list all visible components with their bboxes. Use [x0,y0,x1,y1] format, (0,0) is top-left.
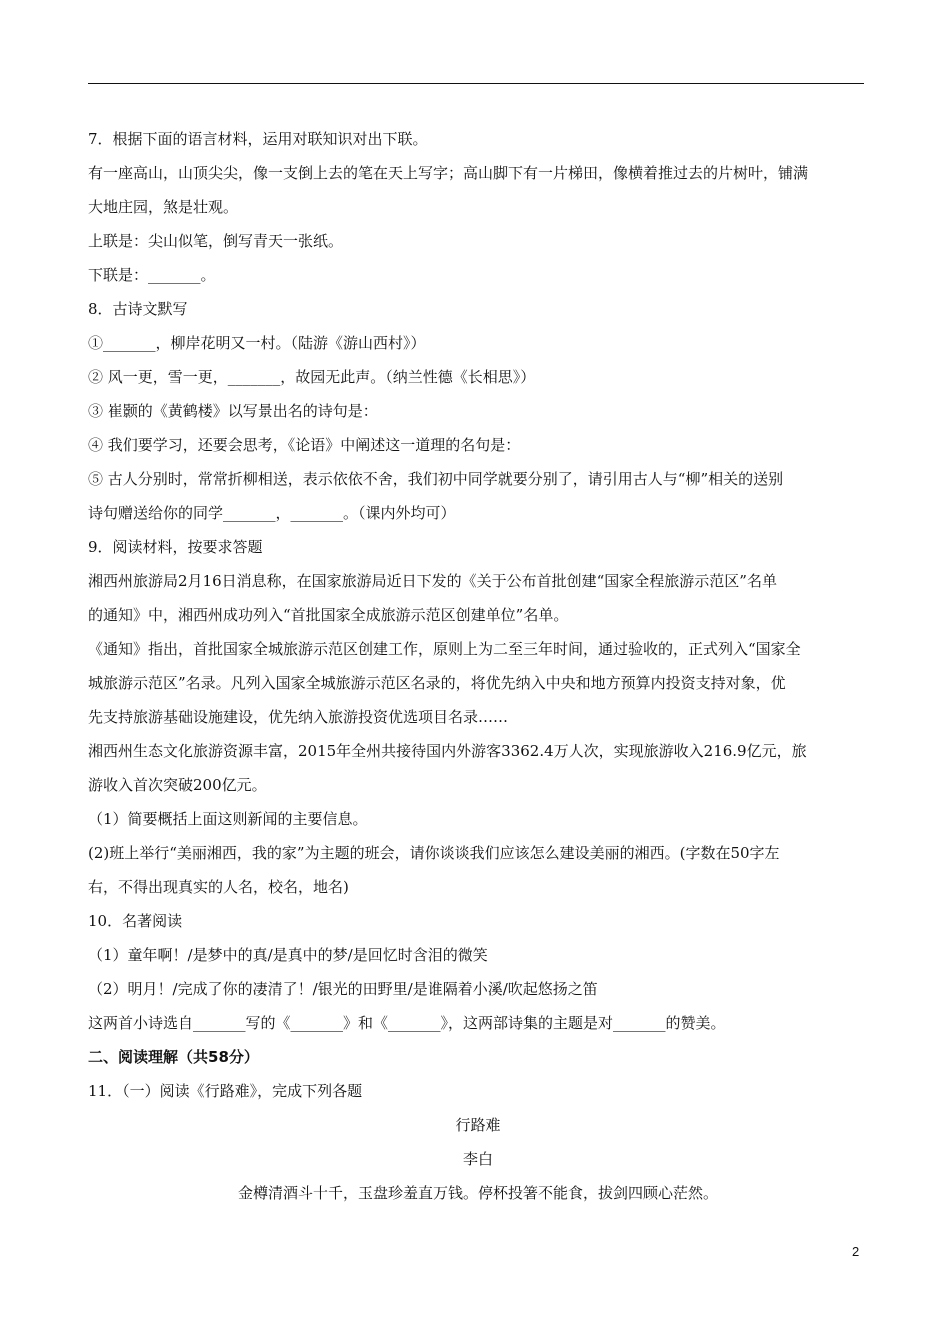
question-7-title: 7．根据下面的语言材料，运用对联知识对出下联。 [88,130,428,148]
question-7-material: 大地庄园，煞是壮观。 [88,198,239,216]
question-8-item: ④ 我们要学习，还要会思考，《论语》中阐述这一道理的名句是： [88,436,521,454]
question-9-paragraph: 湘西州生态文化旅游资源丰富，2015年全州共接待国内外游客3362.4万人次，实现旅游收入216.9亿元，旅 [88,742,807,760]
question-9-paragraph: 湘西州旅游局2月16日消息称，在国家旅游局近日下发的《关于公布首批创建“国家全程旅游示范区”名单 [88,572,777,590]
question-8-item: ③ 崔颢的《黄鹤楼》以写景出名的诗句是： [88,402,378,420]
question-9-paragraph: 《通知》指出，首批国家全城旅游示范区创建工作，原则上为二至三年时间，通过验收的，正式列入“国家全 [88,640,801,658]
question-9-subquestion: 右，不得出现真实的人名，校名，地名) [88,878,349,896]
question-10-poem: （1）童年啊！/是梦中的真/是真中的梦/是回忆时含泪的微笑 [88,946,488,964]
section-heading: 二、阅读理解（共58分） [88,1048,259,1066]
question-7-material: 有一座高山，山顶尖尖，像一支倒上去的笔在天上写字；高山脚下有一片梯田，像横着推过去的片树叶，铺满 [88,164,809,182]
question-9-subquestion: (2)班上举行“美丽湘西，我的家”为主题的班会，请你谈谈我们应该怎么建设美丽的湘西。(字数在50字左 [88,844,780,862]
question-9-paragraph: 游收入首次突破200亿元。 [88,776,267,794]
question-9-paragraph: 城旅游示范区”名录。凡列入国家全城旅游示范区名录的，将优先纳入中央和地方预算内投资支持对象，优 [88,674,786,692]
question-9-title: 9．阅读材料，按要求答题 [88,538,263,556]
question-8-item: 诗句赠送给你的同学_______，_______。（课内外均可） [88,504,456,522]
header-rule [88,83,864,84]
question-10-poem: （2）明月！/完成了你的凄清了！/银光的田野里/是谁隔着小溪/吹起悠扬之笛 [88,980,598,998]
question-10-title: 10．名著阅读 [88,912,183,930]
poem-author: 李白 [462,1150,493,1168]
question-10-prompt: 这两首小诗选自_______写的《_______》和《_______》，这两部诗集的主题是对_______的赞美。 [88,1014,726,1032]
document-body [88,122,868,1210]
question-9-paragraph: 的通知》中，湘西州成功列入“首批国家全成旅游示范区创建单位”名单。 [88,606,569,624]
question-7-upper-couplet: 上联是：尖山似笔，倒写青天一张纸。 [88,232,344,250]
poem-title: 行路难 [455,1116,501,1134]
page-number: 2 [852,1244,860,1259]
question-8-item: ② 风一更，雪一更，_______，故园无此声。（纳兰性德《长相思》） [88,368,536,386]
question-8-title: 8．古诗文默写 [88,300,188,318]
question-9-paragraph: 先支持旅游基础设施建设，优先纳入旅游投资优选项目名录…… [88,708,509,726]
question-7-lower-couplet: 下联是：_______。 [88,266,216,284]
question-11-title: 11．（一）阅读《行路难》，完成下列各题 [88,1082,363,1100]
poem-line: 金樽清酒斗十千，玉盘珍羞直万钱。停杯投箸不能食，拔剑四顾心茫然。 [237,1184,718,1202]
question-8-item: ①_______，柳岸花明又一村。（陆游《游山西村》） [88,334,426,352]
question-8-item: ⑤ 古人分别时，常常折柳相送，表示依依不舍，我们初中同学就要分别了，请引用古人与“柳”相关的送别 [88,470,784,488]
question-9-subquestion: （1）简要概括上面这则新闻的主要信息。 [88,810,368,828]
